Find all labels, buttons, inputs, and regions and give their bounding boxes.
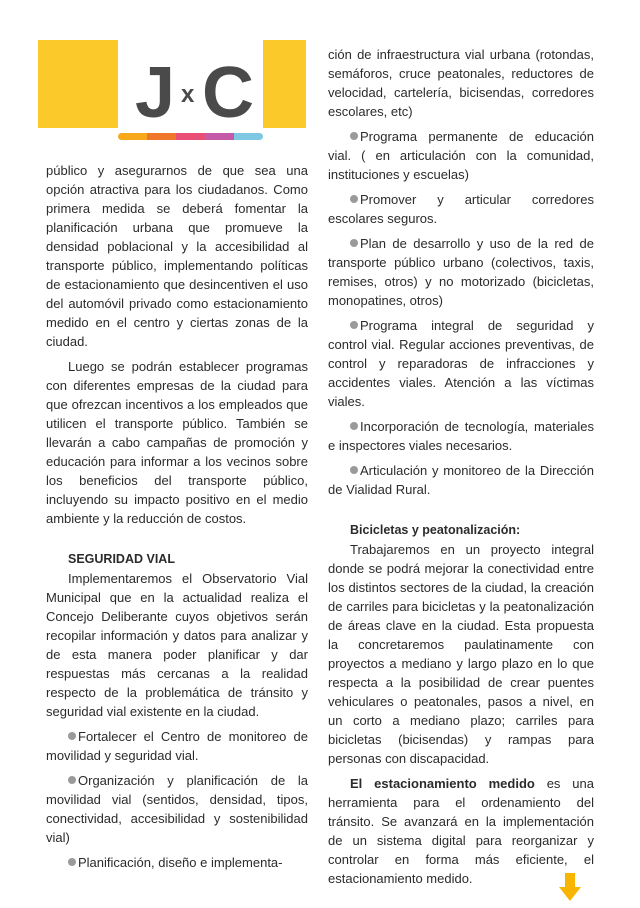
paragraph: Luego se podrán establecer programas con diferentes empresas de la ciudad para que ofrezcan incentivos a los empleados que utilicen el transporte público. También se llevarán a cabo campañas de promoción y educación para informar a los vecinos sobre los beneficios del transporte público, incluyendo su impacto positivo en el medio ambiente y la reducción de costos. bbox=[46, 359, 308, 526]
logo-letter-j: J bbox=[135, 53, 176, 133]
right-column bbox=[328, 45, 594, 888]
bullet-item bbox=[328, 461, 594, 499]
logo-color-stripe bbox=[118, 133, 263, 140]
section-heading: SEGURIDAD VIAL bbox=[68, 552, 175, 566]
bullet-dot-icon bbox=[350, 466, 358, 474]
bullet-dot-icon bbox=[350, 132, 358, 140]
bullet-text: Plan de desarrollo y uso de la red de transporte público urbano (colectivos, taxis, remises, otros) y no motorizado (bicicletas, monopatines, otros) bbox=[328, 236, 594, 308]
logo-letter-x: x bbox=[181, 81, 195, 108]
paragraph bbox=[328, 774, 594, 888]
bullet-text: Programa permanente de educación vial. ( en articulación con la comunidad, instituciones y escuelas) bbox=[328, 129, 594, 182]
stripe-segment bbox=[205, 133, 234, 140]
bullet-text: Incorporación de tecnología, materiales e inspectores viales necesarios. bbox=[328, 419, 594, 453]
bullet-item bbox=[46, 853, 308, 872]
bullet-dot-icon bbox=[68, 732, 76, 740]
paragraph: Trabajaremos en un proyecto integral donde se podrá mejorar la conectividad entre los distintos sectores de la ciudad, la creación de carriles para bicicletas y la peatonalización de áreas clave en la ciudad. Esta propuesta la concretaremos paulatinamente con proyectos a mediano y largo plazo en lo que respecta a la posibilidad de crear puentes vehiculares o peatonales, pasos a nivel, en un corto a mediano plazo; carriles para bicicletas (bicisendas) y rampas para personas con discapacidad. bbox=[328, 542, 594, 766]
bold-phrase: El estacionamiento medido bbox=[350, 776, 535, 791]
bullet-dot-icon bbox=[68, 858, 76, 866]
bullet-dot-icon bbox=[350, 321, 358, 329]
paragraph: ción de infraestructura vial urbana (rotondas, semáforos, cruce peatonales, reductores de velocidad, cartelería, bicisendas, corredores escolares, etc) bbox=[328, 47, 594, 119]
section-heading: Bicicletas y peatonalización: bbox=[350, 523, 521, 537]
bullet-text: Promover y articular corredores escolares seguros. bbox=[328, 192, 594, 226]
stripe-segment bbox=[234, 133, 263, 140]
logo bbox=[38, 40, 306, 148]
stripe-segment bbox=[147, 133, 176, 140]
bullet-text: Programa integral de seguridad y control vial. Regular acciones preventivas, de control y reparadoras de infracciones y accidentes viales. Atención a las víctimas viales. bbox=[328, 318, 594, 409]
left-column bbox=[46, 161, 308, 872]
bullet-dot-icon bbox=[350, 422, 358, 430]
stripe-segment bbox=[118, 133, 147, 140]
bullet-item bbox=[328, 417, 594, 455]
bullet-text: Articulación y monitoreo de la Dirección de Vialidad Rural. bbox=[328, 463, 594, 497]
bullet-dot-icon bbox=[350, 239, 358, 247]
bullet-text: Fortalecer el Centro de monitoreo de movilidad y seguridad vial. bbox=[46, 729, 308, 763]
logo-letter-c: C bbox=[202, 53, 254, 133]
paragraph: Implementaremos el Observatorio Vial Municipal que en la actualidad realiza el Concejo Deliberante cuyos objetivos serán recopilar información y datos para analizar y de esta manera poder planificar y dar respuestas más cercanas a la realidad respecto de la problemática de tránsito y seguridad vial existente en la ciudad. bbox=[46, 571, 308, 719]
paragraph-text: es una herramienta para el ordenamiento del tránsito. Se avanzará en la implementación de un sistema digital para reorganizar y controlar en forma más eficiente, el estacionamiento medido. bbox=[328, 776, 594, 886]
paragraph: público y asegurarnos de que sea una opción atractiva para los ciudadanos. Como primera medida se deberá fomentar la planificación urbana que promueve la densidad poblacional y la accesibilidad al transporte público, implementando políticas de estacionamiento que desincentiven el uso del automóvil privado como estacionamiento medido en el centro y ciertas zonas de la ciudad. bbox=[46, 163, 308, 349]
bullet-dot-icon bbox=[68, 776, 76, 784]
bullet-item bbox=[46, 727, 308, 765]
bullet-item bbox=[328, 190, 594, 228]
stripe-segment bbox=[176, 133, 205, 140]
bullet-item bbox=[328, 316, 594, 411]
bullet-text: Organización y planificación de la movilidad vial (sentidos, densidad, tipos, conectividad, accesibilidad y sostenibilidad vial) bbox=[46, 773, 308, 845]
arrow-down-icon bbox=[559, 873, 581, 901]
bullet-text: Planificación, diseño e implementa- bbox=[78, 855, 283, 870]
bullet-dot-icon bbox=[350, 195, 358, 203]
bullet-item bbox=[46, 771, 308, 847]
bullet-item bbox=[328, 127, 594, 184]
bullet-item bbox=[328, 234, 594, 310]
